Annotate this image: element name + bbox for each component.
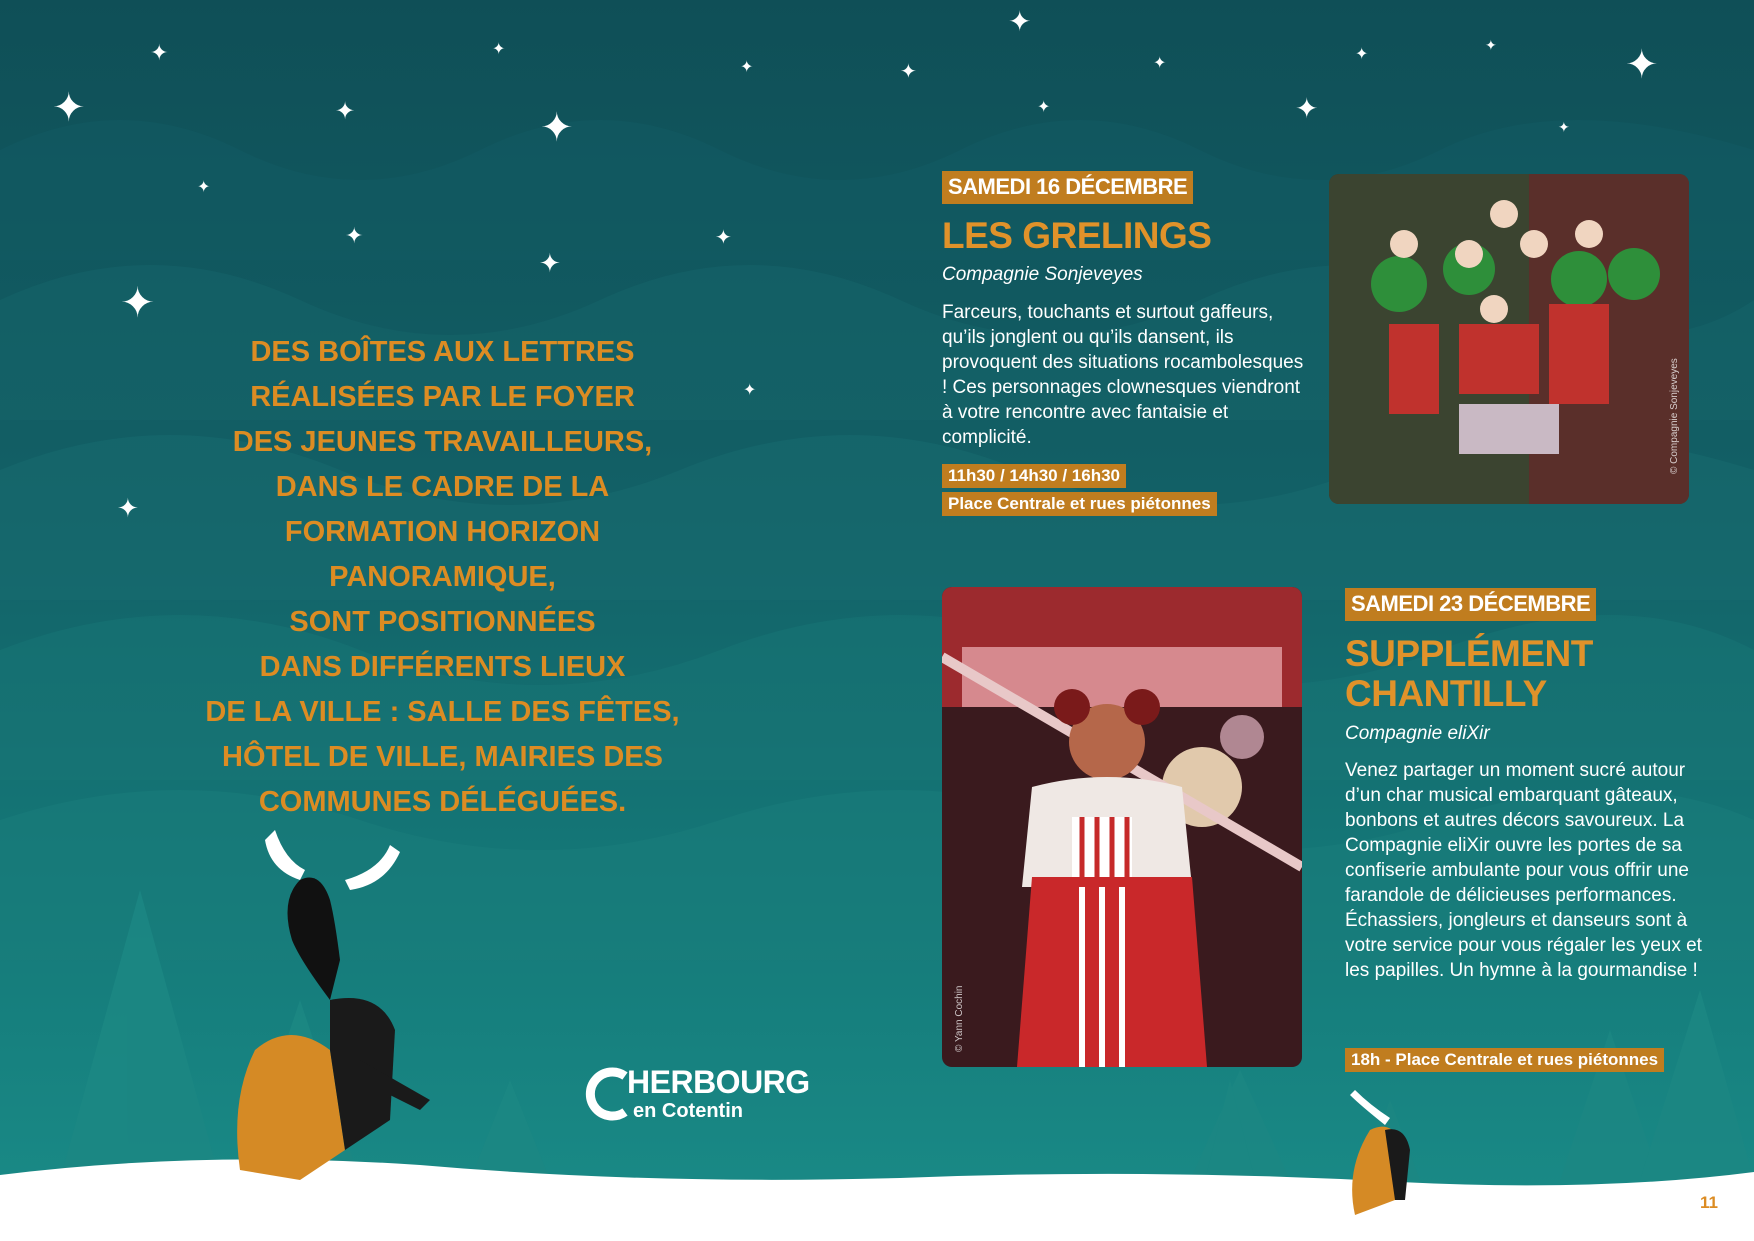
event-date-tag: SAMEDI 16 DÉCEMBRE <box>942 171 1193 204</box>
event-description: Venez partager un moment sucré autour d’un char musical embarquant gâteaux, bonbons et autres décors savoureux. La Compagnie eliXir ouvre les portes de sa confiserie ambulante pour vous offrir une farandole de délicieuses performances. Échassiers, jongleurs et danseurs sont à votre service pour vous régaler les yeux et les papilles. Un hymne à la gourmandise ! <box>1345 760 1702 981</box>
star-icon: ✦ <box>150 40 169 65</box>
star-icon: ✦ <box>117 493 139 523</box>
logo-main-text: HERBOURG <box>627 1064 810 1100</box>
star-icon: ✦ <box>1355 46 1369 63</box>
photo-credit: © Yann Cochin <box>954 985 965 1052</box>
logo-sub-text: en Cotentin <box>633 1100 743 1122</box>
star-icon: ✦ <box>197 179 211 196</box>
event-photo-chantilly <box>942 587 1302 1067</box>
event-title: LES GRELINGS <box>942 215 1212 256</box>
star-icon: ✦ <box>900 61 917 83</box>
event-company: Compagnie eliXir <box>1345 723 1490 744</box>
star-icon: ✦ <box>492 41 506 58</box>
event-photo-grelings <box>1329 174 1689 504</box>
star-icon: ✦ <box>335 98 356 125</box>
photo-credit: © Compagnie Sonjeveyes <box>1669 358 1680 474</box>
star-icon: ✦ <box>120 279 156 326</box>
star-icon: ✦ <box>1485 37 1497 53</box>
star-icon: ✦ <box>1295 93 1319 124</box>
small-reindeer-illustration <box>1350 1090 1410 1215</box>
event-company: Compagnie Sonjeveyes <box>942 264 1143 285</box>
cherbourg-logo <box>585 1062 815 1130</box>
event-description: Farceurs, touchants et surtout gaffeurs, qu’ils jonglent ou qu’ils dansent, ils provoquent des situations rocambolesques ! Ces personnages clownesques viendront à votre rencontre avec fantaisie et complicité. <box>942 302 1304 448</box>
star-icon: ✦ <box>539 248 561 278</box>
event-title-line2: CHANTILLY <box>1345 673 1547 714</box>
event-date-tag: SAMEDI 23 DÉCEMBRE <box>1345 588 1596 621</box>
star-icon: ✦ <box>1008 6 1032 37</box>
star-icon: ✦ <box>540 106 574 150</box>
star-icon: ✦ <box>740 59 754 76</box>
logo-c-icon <box>585 1066 633 1122</box>
star-icon: ✦ <box>345 223 364 248</box>
star-icon: ✦ <box>1625 43 1659 87</box>
star-icon: ✦ <box>1037 99 1051 116</box>
star-icon: ✦ <box>52 86 86 130</box>
event-times-tag: 11h30 / 14h30 / 16h30 <box>942 464 1126 488</box>
intro-text: DES BOÎTES AUX LETTRES RÉALISÉES PAR LE FOYER DES JEUNES TRAVAILLEURS, DANS LE CADRE DE LA FORMATION HORIZON PANORAMIQUE, SONT POSITIONNÉES DANS DIFFÉRENTS LIEUX DE LA VILLE : SALLE DES FÊTES, HÔTEL DE VILLE, MAIRIES DES COMMUNES DÉLÉGUÉES. <box>205 336 680 818</box>
star-icon: ✦ <box>1153 55 1167 72</box>
star-icon: ✦ <box>1558 119 1570 135</box>
event-place-tag: Place Centrale et rues piétonnes <box>942 492 1217 516</box>
event-time-place-tag: 18h - Place Centrale et rues piétonnes <box>1345 1048 1664 1072</box>
event-title-line1: SUPPLÉMENT <box>1345 633 1593 674</box>
page-number: 11 <box>1700 1193 1718 1212</box>
star-icon: ✦ <box>743 382 757 399</box>
star-icon: ✦ <box>715 227 732 249</box>
